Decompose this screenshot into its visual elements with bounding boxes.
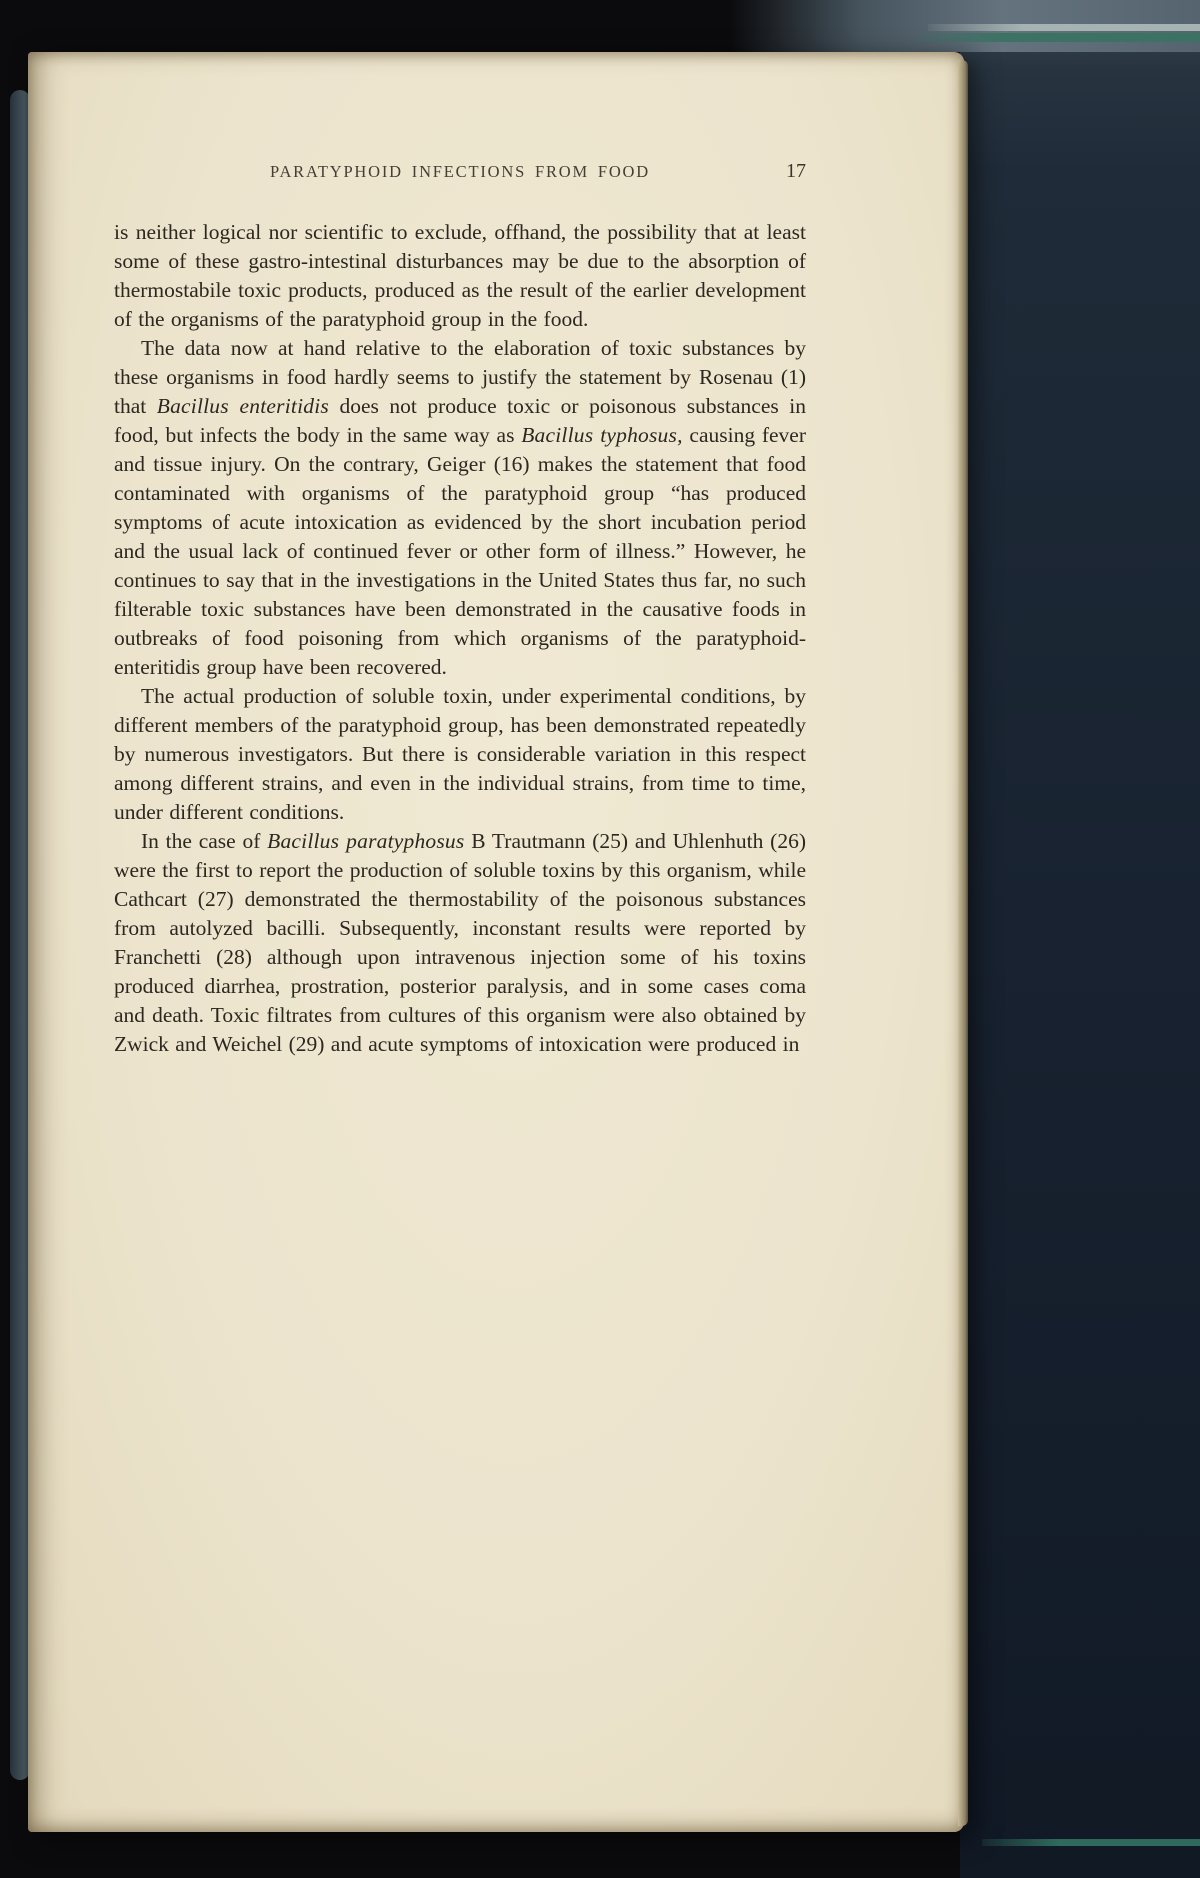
page-header-title: PARATYPHOID INFECTIONS FROM FOOD: [269, 162, 650, 181]
cover-accent-top: [918, 33, 1200, 42]
paragraph: [114, 682, 806, 827]
italic-text-segment: Bacillus paratyphosus: [267, 829, 465, 853]
italic-text-segment: Bacillus enteritidis: [156, 394, 329, 418]
page-number: 17: [786, 160, 806, 182]
italic-text-segment: Bacillus typhosus,: [521, 423, 683, 447]
cover-accent-bottom: [982, 1839, 1200, 1846]
text-segment: The actual production of soluble toxin, under experimental conditions, by different members of the paratyphoid group, has been demonstrated repeatedly by numerous investigators. But there is considerable variation in this respect among different strains, and even in the individual strains, from time to time, under different conditions.: [114, 684, 806, 824]
text-block: [114, 218, 806, 1059]
text-segment: B Trautmann (25) and Uhlenhuth (26) were the first to report the production of soluble toxins by this organism, while Cathcart (27) demonstrated the thermostability of the poisonous substances from autolyzed bacilli. Subsequently, inconstant results were reported by Franchetti (28) although upon intravenous injection some of his toxins produced diarrhea, prostration, posterior paralysis, and in some cases coma and death. Toxic filtrates from cultures of this organism were also obtained by Zwick and Weichel (29) and acute symptoms of intoxication were produced in: [114, 829, 806, 1056]
book-page: [28, 52, 964, 1832]
text-segment: In the case of: [141, 829, 268, 853]
paragraph: [114, 827, 806, 1059]
page-content-area: [28, 52, 964, 1832]
paragraph: [114, 218, 806, 334]
page-edges-top: [928, 24, 1200, 31]
book-cover-right: [960, 0, 1200, 1878]
text-segment: causing fever and tissue injury. On the contrary, Geiger (16) makes the statement that food contaminated with organisms of the paratyphoid group “has produced symptoms of acute intoxication as evidenced by the short incubation period and the usual lack of continued fever or other form of illness.” However, he continues to say that in the investigations in the United States thus far, no such filterable toxic substances have been demonstrated in the causative foods in outbreaks of food poisoning from which organisms of the paratyphoid-enteritidis group have been recovered.: [114, 423, 806, 679]
text-segment: The data now at hand relative to the elaboration of toxic substances by these organisms in food hardly seems to justify the statement by Rosenau (1) that: [114, 336, 806, 418]
text-segment: is neither logical nor scientific to exclude, offhand, the possibility that at least some of these gastro-intestinal disturbances may be due to the absorption of thermostabile toxic products, produced as the result of the earlier development of the organisms of the paratyphoid group in the food.: [114, 220, 806, 331]
running-head: [114, 160, 806, 184]
paragraph: [114, 334, 806, 682]
book-cover-left-edge: [10, 90, 30, 1780]
text-segment: does not produce toxic or poisonous substances in food, but infects the body in the same way as: [114, 394, 806, 447]
